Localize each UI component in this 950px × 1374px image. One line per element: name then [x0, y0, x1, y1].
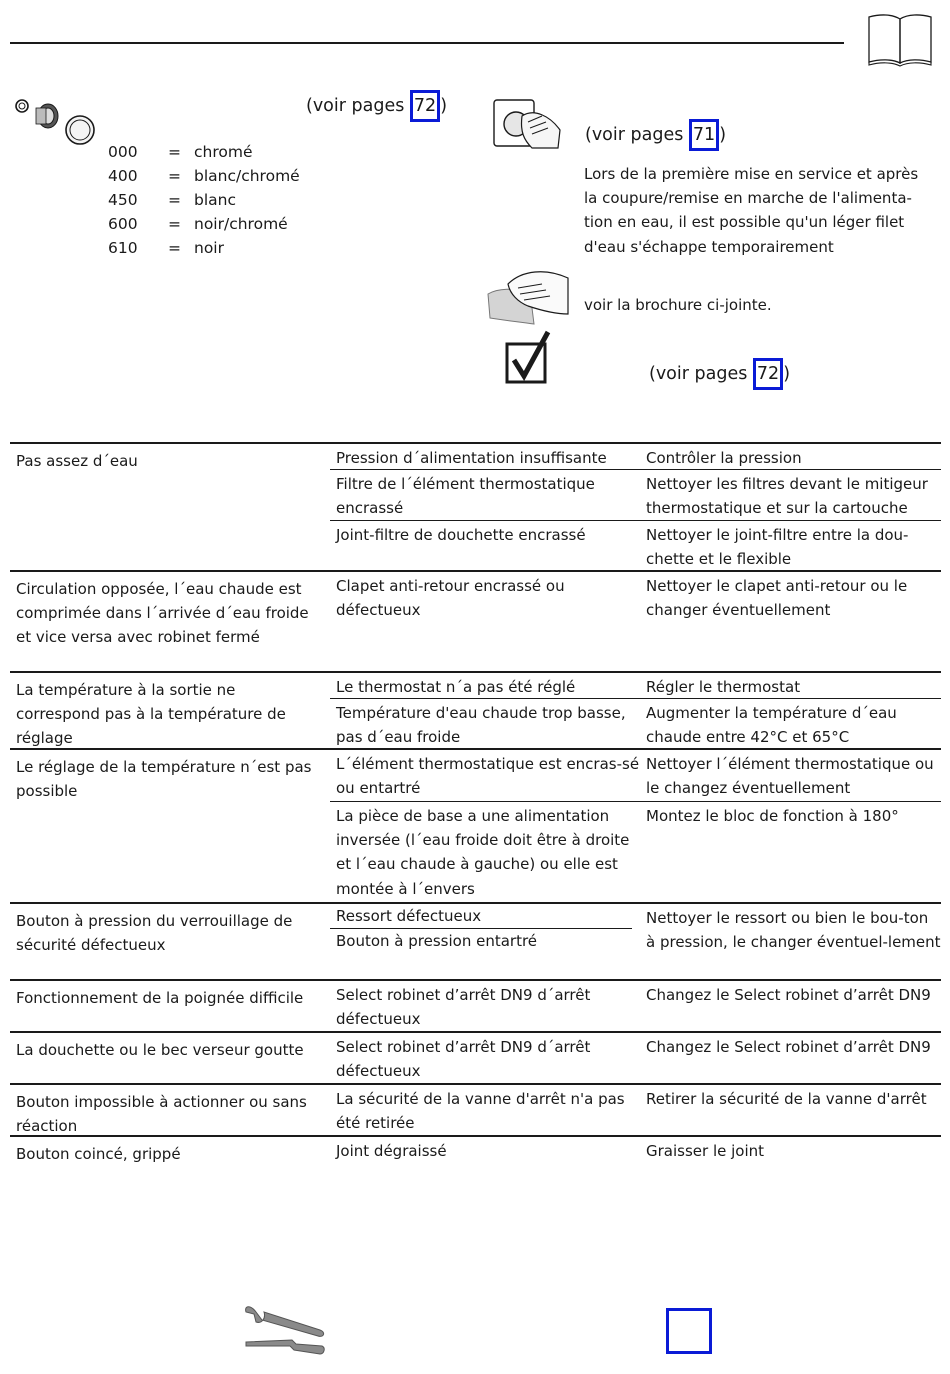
cause-row — [330, 904, 941, 955]
table-row — [10, 570, 941, 671]
page-link-72[interactable]: 72 — [410, 90, 440, 122]
remedy-cell: Nettoyer le joint-filtre entre la dou-chette et le flexible — [646, 526, 909, 569]
cause-cell: Le thermostat n´a pas été réglé — [336, 678, 576, 696]
remedy-cell: Nettoyer les filtres devant le mitigeur thermostatique et sur la cartouche — [646, 475, 928, 518]
cause-cell: Température d'eau chaude trop basse, pas d´eau froide — [336, 704, 626, 747]
page-reference-3: (voir pages 72 ) — [649, 358, 790, 390]
problem-cell: Circulation opposée, l´eau chaude est comprimée dans l´arrivée d´eau froide et vice versa avec robinet fermé — [16, 580, 309, 647]
brochure-note: voir la brochure ci-jointe. — [584, 296, 772, 314]
hand-turning-knob-icon — [492, 96, 564, 152]
cause-row — [330, 520, 941, 571]
remedy-cell: Augmenter la température d´eau chaude entre 42°C et 65°C — [646, 704, 897, 747]
remedy-cell: Changez le Select robinet d’arrêt DN9 — [646, 986, 931, 1004]
manual-book-icon — [866, 11, 934, 67]
cause-row — [330, 981, 941, 1031]
cause-cell: La sécurité de la vanne d'arrêt n'a pas été retirée — [336, 1090, 625, 1133]
problem-cell: Bouton à pression du verrouillage de sécurité défectueux — [16, 912, 293, 955]
cause-row — [330, 469, 941, 520]
tools-icon — [242, 1300, 328, 1358]
problem-cell: Bouton impossible à actionner ou sans réaction — [16, 1093, 307, 1136]
problem-cell: La température à la sortie ne correspond pas à la température de réglage — [16, 681, 286, 748]
cause-cell: Select robinet d’arrêt DN9 d´arrêt défectueux — [336, 1038, 591, 1081]
cause-row — [330, 673, 941, 698]
cause-cell: Ressort défectueux — [330, 904, 632, 929]
spare-parts-icon — [12, 92, 98, 148]
remedy-cell: Nettoyer l´élément thermostatique ou le changez éventuellement — [646, 755, 934, 798]
checkmark-icon — [504, 330, 552, 386]
remedy-cell: Montez le bloc de fonction à 180° — [646, 807, 899, 825]
remedy-cell: Graisser le joint — [646, 1142, 765, 1160]
cause-cell: Joint dégraissé — [336, 1142, 447, 1160]
page-reference-1: (voir pages 72 ) — [306, 90, 447, 122]
troubleshooting-table — [10, 442, 941, 1167]
remedy-cell: Changez le Select robinet d’arrêt DN9 — [646, 1038, 931, 1056]
table-row — [10, 442, 941, 570]
remedy-cell: Contrôler la pression — [646, 449, 802, 467]
cause-cell: Filtre de l´élément thermostatique encrassé — [336, 475, 595, 518]
remedy-cell: Nettoyer le ressort ou bien le bou-ton à pression, le changer éventuel-lement — [646, 909, 941, 952]
cause-row — [330, 572, 941, 671]
table-row — [10, 1031, 941, 1083]
page-marker-box[interactable] — [666, 1308, 712, 1354]
table-row — [10, 1135, 941, 1167]
cause-cell: Joint-filtre de douchette encrassé — [336, 526, 586, 544]
problem-cell: Fonctionnement de la poignée difficile — [16, 989, 304, 1007]
cause-row — [330, 1085, 941, 1135]
table-row — [10, 1083, 941, 1135]
cause-row — [330, 750, 941, 801]
table-row — [10, 671, 941, 748]
header-rule — [10, 42, 844, 44]
table-row — [10, 979, 941, 1031]
problem-cell: Pas assez d´eau — [16, 452, 138, 470]
problem-cell: Le réglage de la température n´est pas possible — [16, 758, 312, 801]
page-link-72[interactable]: 72 — [753, 358, 783, 390]
cause-cell: Select robinet d’arrêt DN9 d´arrêt défectueux — [336, 986, 591, 1029]
page-reference-2: (voir pages 71 ) — [585, 119, 726, 151]
cause-row — [330, 801, 941, 902]
remedy-cell: Régler le thermostat — [646, 678, 801, 696]
cause-row — [330, 698, 941, 748]
cause-row — [330, 1137, 941, 1167]
remedy-cell: Nettoyer le clapet anti-retour ou le changer éventuellement — [646, 577, 908, 620]
problem-cell: La douchette ou le bec verseur goutte — [16, 1041, 304, 1059]
remedy-cell: Retirer la sécurité de la vanne d'arrêt — [646, 1090, 927, 1108]
table-row — [10, 748, 941, 902]
cause-cell: Bouton à pression entartré — [336, 932, 538, 950]
cause-cell: Clapet anti-retour encrassé ou défectueux — [336, 577, 565, 620]
table-row — [10, 902, 941, 979]
cause-cell: La pièce de base a une alimentation inversée (l´eau froide doit être à droite et l´eau chaude à gauche) ou elle est montée à l´envers — [336, 807, 630, 898]
cause-row — [330, 444, 941, 469]
cleaning-cloth-icon — [484, 266, 570, 326]
first-use-note: Lors de la première mise en service et après la coupure/remise en marche de l'alimenta-tion en eau, il est possible qu'un léger filet d'eau s'échappe temporairement — [584, 165, 919, 256]
cause-row — [330, 1033, 941, 1083]
cause-cell: L´élément thermostatique est encras-sé ou entartré — [336, 755, 640, 798]
cause-cell: Pression d´alimentation insuffisante — [336, 449, 607, 467]
problem-cell: Bouton coincé, grippé — [16, 1145, 181, 1163]
page-link-71[interactable]: 71 — [689, 119, 719, 151]
